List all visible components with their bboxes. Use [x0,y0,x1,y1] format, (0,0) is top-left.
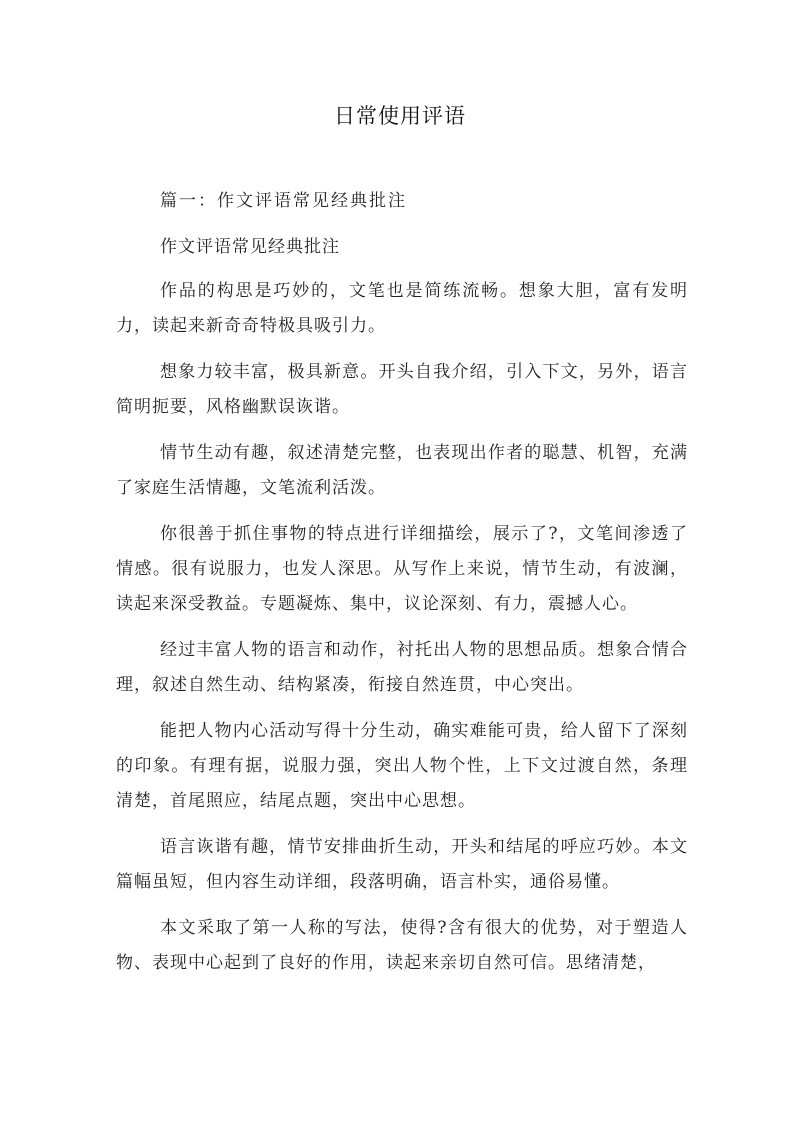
document-title: 日常使用评语 [334,104,466,128]
section-heading: 篇一：作文评语常见经典批注 [160,191,407,211]
paragraph: 经过丰富人物的语言和动作，衬托出人物的思想品质。想象合情合理，叙述自然生动、结构紧凑，衔接自然连贯，中心突出。 [116,640,688,695]
paragraph: 本文采取了第一人称的写法，使得?含有很大的优势，对于塑造人物、表现中心起到了良好的作用，读起来亲切自然可信。思绪清楚， [116,918,688,973]
paragraph: 语言诙谐有趣，情节安排曲折生动，开头和结尾的呼应巧妙。本文篇幅虽短，但内容生动详细，段落明确，语言朴实，通俗易懂。 [116,837,688,892]
paragraph: 情节生动有趣，叙述清楚完整，也表现出作者的聪慧、机智，充满了家庭生活情趣，文笔流利活泼。 [116,443,688,498]
paragraph: 你很善于抓住事物的特点进行详细描绘，展示了?，文笔间渗透了情感。很有说服力，也发人深思。从写作上来说，情节生动，有波澜，读起来深受教益。专题凝炼、集中，议论深刻、有力，震撼人心。 [116,524,688,614]
paragraph: 作文评语常见经典批注 [160,237,340,257]
paragraph: 想象力较丰富，极具新意。开头自我介绍，引入下文，另外，语言简明扼要，风格幽默误诙谐。 [116,362,688,417]
paragraph: 能把人物内心活动写得十分生动，确实难能可贵，给人留下了深刻的印象。有理有据，说服力强，突出人物个性，上下文过渡自然，条理清楚，首尾照应，结尾点题，突出中心思想。 [116,721,688,811]
paragraph: 作品的构思是巧妙的，文笔也是简练流畅。想象大胆，富有发明力，读起来新奇奇特极具吸引力。 [116,281,688,336]
document-body [116,230,688,992]
